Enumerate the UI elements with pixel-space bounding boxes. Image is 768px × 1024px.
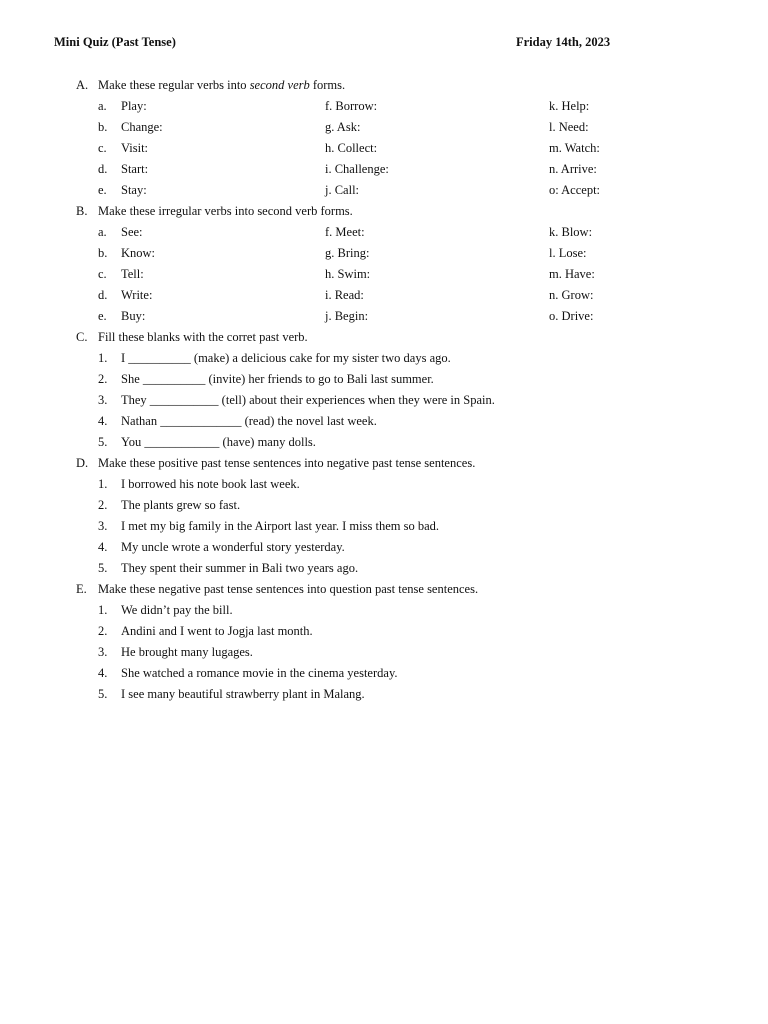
section-letter: E. bbox=[76, 582, 87, 596]
section-d-title bbox=[0, 453, 768, 474]
question-text: They ___________ (tell) about their experiences when they were in Spain. bbox=[121, 393, 495, 407]
section-instruction: Make these negative past tense sentences into question past tense sentences. bbox=[98, 582, 479, 596]
question-item bbox=[0, 621, 768, 642]
item-marker: a. bbox=[98, 225, 107, 239]
item-marker: e. bbox=[98, 183, 107, 197]
question-text: My uncle wrote a wonderful story yesterday. bbox=[121, 540, 345, 554]
question-item bbox=[0, 390, 768, 411]
section-c-title bbox=[0, 327, 768, 348]
item-marker: a. bbox=[98, 99, 107, 113]
question-item bbox=[0, 432, 768, 453]
verb-item: Start: bbox=[121, 162, 149, 176]
verb-item: Know: bbox=[121, 246, 156, 260]
verb-row bbox=[0, 180, 768, 201]
verb-item: k. Help: bbox=[549, 99, 590, 113]
verb-item: h. Collect: bbox=[325, 141, 378, 155]
verb-row bbox=[0, 117, 768, 138]
quiz-date: Friday 14th, 2023 bbox=[516, 35, 611, 49]
verb-item: Write: bbox=[121, 288, 153, 302]
item-marker: c. bbox=[98, 141, 107, 155]
item-number: 1. bbox=[98, 351, 108, 365]
item-marker: b. bbox=[98, 120, 108, 134]
item-number: 2. bbox=[98, 372, 108, 386]
question-item bbox=[0, 663, 768, 684]
verb-item: g. Bring: bbox=[325, 246, 370, 260]
question-text: I see many beautiful strawberry plant in Malang. bbox=[121, 687, 365, 701]
item-number: 2. bbox=[98, 498, 108, 512]
question-item bbox=[0, 684, 768, 705]
question-item bbox=[0, 369, 768, 390]
verb-row bbox=[0, 222, 768, 243]
question-text: She __________ (invite) her friends to go to Bali last summer. bbox=[121, 372, 434, 386]
question-text: Nathan _____________ (read) the novel last week. bbox=[121, 414, 377, 428]
section-letter: D. bbox=[76, 456, 89, 470]
item-number: 4. bbox=[98, 540, 108, 554]
verb-item: Play: bbox=[121, 99, 147, 113]
section-letter: B. bbox=[76, 204, 88, 218]
item-number: 5. bbox=[98, 435, 108, 449]
question-item bbox=[0, 600, 768, 621]
verb-item: m. Watch: bbox=[549, 141, 600, 155]
verb-row bbox=[0, 264, 768, 285]
verb-item: f. Meet: bbox=[325, 225, 365, 239]
verb-row bbox=[0, 285, 768, 306]
verb-item: See: bbox=[121, 225, 143, 239]
item-marker: c. bbox=[98, 267, 107, 281]
verb-item: g. Ask: bbox=[325, 120, 361, 134]
verb-item: j. Call: bbox=[325, 183, 360, 197]
question-item bbox=[0, 516, 768, 537]
question-text: We didn’t pay the bill. bbox=[121, 603, 233, 617]
verb-item: l. Need: bbox=[549, 120, 589, 134]
instruction-emphasis: second verb bbox=[249, 78, 310, 92]
question-text: You ____________ (have) many dolls. bbox=[121, 435, 316, 449]
section-instruction: Make these irregular verbs into second verb forms. bbox=[98, 204, 353, 218]
section-instruction bbox=[98, 75, 345, 96]
instruction-text: forms. bbox=[309, 78, 346, 92]
item-marker: e. bbox=[98, 309, 107, 323]
question-item bbox=[0, 558, 768, 579]
question-item bbox=[0, 348, 768, 369]
verb-item: n. Arrive: bbox=[549, 162, 597, 176]
item-number: 3. bbox=[98, 519, 108, 533]
item-number: 3. bbox=[98, 393, 108, 407]
verb-item: m. Have: bbox=[549, 267, 595, 281]
item-number: 1. bbox=[98, 477, 108, 491]
verb-item: Stay: bbox=[121, 183, 147, 197]
verb-item: j. Begin: bbox=[325, 309, 369, 323]
question-item bbox=[0, 411, 768, 432]
question-text: I __________ (make) a delicious cake for my sister two days ago. bbox=[121, 351, 451, 365]
verb-row bbox=[0, 243, 768, 264]
item-marker: d. bbox=[98, 162, 108, 176]
question-item bbox=[0, 495, 768, 516]
verb-item: Buy: bbox=[121, 309, 146, 323]
verb-item: h. Swim: bbox=[325, 267, 371, 281]
question-text: The plants grew so fast. bbox=[121, 498, 241, 512]
verb-item: n. Grow: bbox=[549, 288, 594, 302]
quiz-body bbox=[0, 75, 768, 705]
verb-item: l. Lose: bbox=[549, 246, 587, 260]
item-number: 5. bbox=[98, 687, 108, 701]
section-a-title bbox=[0, 75, 768, 96]
item-number: 5. bbox=[98, 561, 108, 575]
verb-item: o. Drive: bbox=[549, 309, 594, 323]
verb-item: o: Accept: bbox=[549, 183, 601, 197]
section-b-title bbox=[0, 201, 768, 222]
verb-item: Visit: bbox=[121, 141, 149, 155]
question-item bbox=[0, 474, 768, 495]
item-marker: d. bbox=[98, 288, 108, 302]
item-number: 1. bbox=[98, 603, 108, 617]
verb-item: Tell: bbox=[121, 267, 144, 281]
item-marker: b. bbox=[98, 246, 108, 260]
question-item bbox=[0, 537, 768, 558]
item-number: 3. bbox=[98, 645, 108, 659]
question-text: He brought many lugages. bbox=[121, 645, 253, 659]
section-letter: C. bbox=[76, 330, 88, 344]
verb-item: f. Borrow: bbox=[325, 99, 378, 113]
quiz-title: Mini Quiz (Past Tense) bbox=[54, 35, 176, 49]
verb-item: k. Blow: bbox=[549, 225, 593, 239]
verb-row bbox=[0, 138, 768, 159]
item-number: 4. bbox=[98, 666, 108, 680]
verb-row bbox=[0, 306, 768, 327]
question-text: They spent their summer in Bali two years ago. bbox=[121, 561, 359, 575]
question-text: Andini and I went to Jogja last month. bbox=[121, 624, 313, 638]
instruction-text: Make these regular verbs into bbox=[98, 78, 250, 92]
verb-item: i. Read: bbox=[325, 288, 364, 302]
section-e-title bbox=[0, 579, 768, 600]
item-number: 2. bbox=[98, 624, 108, 638]
section-instruction: Fill these blanks with the corret past verb. bbox=[98, 330, 308, 344]
verb-row bbox=[0, 96, 768, 117]
verb-item: Change: bbox=[121, 120, 163, 134]
question-text: I met my big family in the Airport last year. I miss them so bad. bbox=[121, 519, 440, 533]
question-item bbox=[0, 642, 768, 663]
item-number: 4. bbox=[98, 414, 108, 428]
verb-row bbox=[0, 159, 768, 180]
question-text: She watched a romance movie in the cinema yesterday. bbox=[121, 666, 398, 680]
question-text: I borrowed his note book last week. bbox=[121, 477, 300, 491]
section-instruction: Make these positive past tense sentences into negative past tense sentences. bbox=[98, 456, 476, 470]
section-letter: A. bbox=[76, 78, 89, 92]
verb-item: i. Challenge: bbox=[325, 162, 389, 176]
